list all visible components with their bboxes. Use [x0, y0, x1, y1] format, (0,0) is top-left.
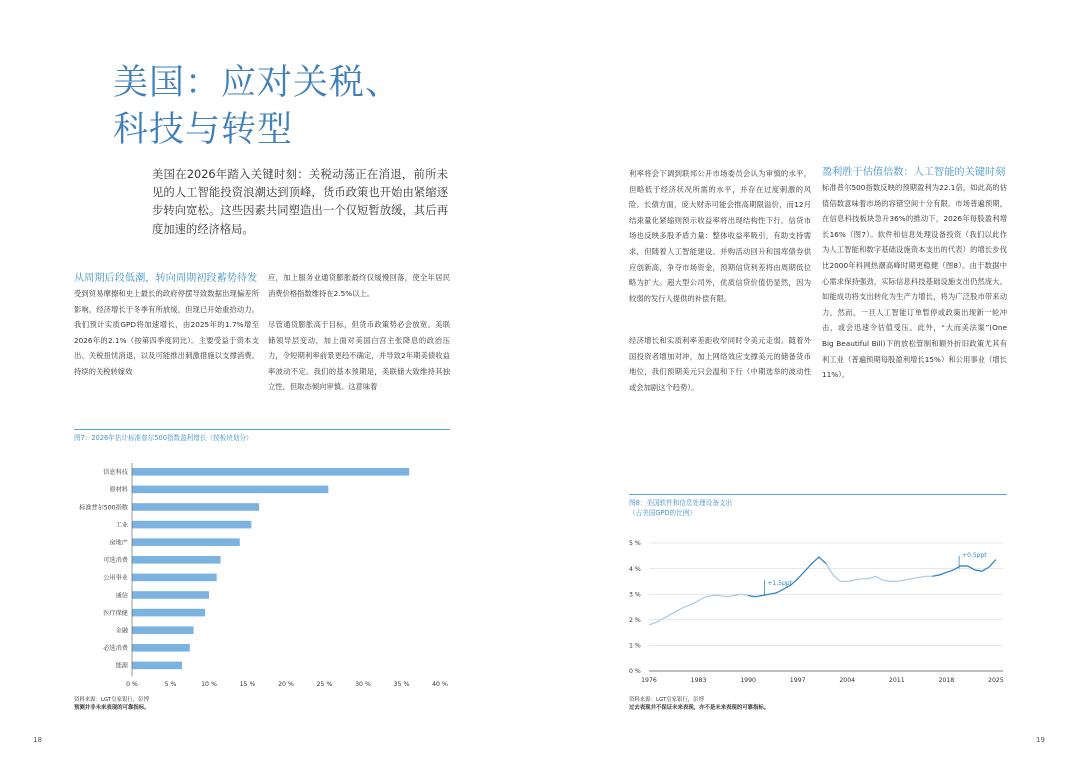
fig8-title: 图8：美国软件和信息处理设备支出	[629, 499, 733, 507]
fig7-bar-chart	[74, 455, 450, 690]
fig7-bar	[132, 626, 194, 634]
lead-paragraph: 美国在2026年踏入关键时刻：关税动荡正在消退，前所未见的人工智能投资浪潮达到顶峰，货币政策也开始由紧缩逐步转向宽松。这些因素共同塑造出一个仅短暂放缓，其后再度加速的经济格局。	[152, 168, 448, 236]
fig7-category-label: 通信	[115, 592, 128, 600]
fig8-x-tick-label: 1997	[789, 677, 806, 684]
fig7-x-tick-label: 25 %	[316, 681, 333, 689]
fig8-x-tick-label: 1990	[740, 677, 756, 684]
page-number-left: 18	[33, 736, 42, 744]
fig7-bar	[132, 486, 328, 494]
fig8-x-tick-label: 2004	[839, 677, 856, 684]
fig8-y-tick-label: 5 %	[629, 540, 641, 548]
fig7-x-tick-label: 0 %	[126, 681, 138, 689]
fig7-category-label: 标准普尔500指数	[79, 504, 128, 512]
fig8-x-tick-label: 1976	[641, 677, 657, 684]
page-title-line1: 美国：应对关税、	[113, 63, 402, 103]
fig7-bar	[132, 662, 182, 670]
fig7-x-tick-label: 10 %	[201, 681, 217, 689]
fig8-top-rule	[629, 494, 1007, 495]
fig7-note: 预测并非未来表现的可靠指标。	[74, 704, 150, 711]
fig7-top-rule	[74, 429, 450, 430]
fig8-y-tick-label: 1 %	[629, 642, 641, 650]
fig7-x-tick-label: 40 %	[432, 681, 448, 689]
fig7-category-label: 信息科技	[103, 469, 128, 477]
fig7-x-tick-label: 20 %	[278, 681, 294, 689]
fig7-x-tick-label: 5 %	[164, 681, 177, 689]
fig7-x-tick-label: 15 %	[239, 681, 256, 689]
fig8-x-tick-label: 2011	[888, 677, 905, 684]
fig8-subtitle: （占美国GPD的比例）	[629, 509, 696, 517]
fig7-x-tick-label: 30 %	[355, 681, 371, 689]
fig7-category-label: 原材料	[109, 486, 128, 494]
fig7-bar	[132, 503, 259, 511]
fig7-bar	[132, 574, 217, 582]
page-title	[113, 60, 401, 154]
fig7-bar	[132, 468, 409, 476]
fig7-bar	[132, 591, 209, 599]
body-column-2a: 应，加上服务业通货膨胀最终仅缓慢回落，使全年居民消费价格指数维持在2.5%以上。	[268, 273, 450, 298]
fig7-bar	[132, 521, 251, 529]
fig8-x-tick-label: 1983	[690, 677, 707, 684]
fig7-bar	[132, 556, 221, 564]
fig8-y-tick-label: 2 %	[629, 617, 641, 624]
fig8-boom-segment-2020s	[932, 560, 996, 577]
fig7-category-label: 能源	[115, 662, 128, 670]
section-heading-cycle: 从周期后段低潮，转向周期初段蓄势待发	[74, 273, 258, 284]
body-column-3b: 经济增长和实质利率差距收窄同时令美元走弱。随着外国投资者增加对冲，加上网络效应支撑美元的储备货币地位，我们预期美元只会温和下行（中期选举的波动性或会加剧这个趋势）。	[629, 336, 811, 392]
page-number-right: 19	[1036, 736, 1045, 744]
fig8-x-tick-label: 2018	[938, 677, 955, 684]
fig7-category-label: 必选消费	[103, 645, 128, 653]
fig7-category-label: 房地产	[109, 539, 128, 547]
fig8-line-chart	[629, 530, 1009, 690]
section-heading-earnings: 盈利胜于估值倍数：人工智能的关键时刻	[822, 167, 1006, 178]
fig8-note: 过去表现并不保证未来表现，亦不是未来表现的可靠指标。	[629, 704, 770, 711]
fig7-category-label: 医疗保健	[103, 609, 128, 617]
fig8-source-text: 资料来源：LGT皇家银行，彭博	[629, 697, 704, 703]
fig7-title: 图7：2026年估计标准普尔500指数盈利增长（按板块划分）	[74, 434, 253, 442]
body-column-1: 受到贸易摩擦和史上最长的政府停摆导致数据出现偏差所影响，经济增长于冬季有所放缓，但现已开始重拾动力。我们预计实质GPD将加速增长，由2025年的1.7%增至2026年的2.1%（按第四季度同比）。主要受益于资本支出、关税扭忧消退，以及可能推出刺激措施以支撑消费。持续的关税转嫁效	[74, 289, 259, 376]
fig7-x-tick-label: 35 %	[393, 681, 410, 689]
fig7-bar	[132, 538, 240, 546]
fig8-y-tick-label: 4 %	[629, 565, 641, 573]
fig7-category-label: 金融	[115, 627, 128, 635]
page-title-line2: 科技与转型	[113, 110, 294, 150]
body-column-2b: 尽管通货膨胀高于目标，但货币政策势必会放宽。美联储领导层变动，加上面对美国白宫主张降息的政治压力，令短期利率前景更趋不确定，并导致2年期美债收益率波动不定。我们的基本预期是，美联储大致维持其独立性，但取态倾向审慎。这意味着	[268, 320, 450, 392]
fig8-boom-segment-1990s	[748, 557, 826, 597]
fig7-bar	[132, 609, 205, 617]
fig8-y-tick-label: 0 %	[629, 668, 641, 676]
fig8-annotation-label: +1.5ppt	[767, 580, 792, 588]
fig8-y-tick-label: 3 %	[629, 591, 641, 599]
body-column-3a: 利率将会下调到联邦公开市场委员会认为审慎的水平，但略低于经济状况所需的水平，并存在过度刺激的风险。长债方面，庞大财赤可能会推高期限溢价，而12月结束量化紧缩则预示收益率将出现结构性下行。信贷市场也反映多股矛盾力量：整体收益率吸引，有助支持需求，但随着人工智能建设、并购活动回升和国库债券供应创新高，争夺市场资金，预期信贷利差将由周期低位略为扩大。超大型公司外，优质信贷价值仍显然，因为较弱的发行人提供的补偿有限。	[629, 169, 811, 303]
fig7-category-label: 公用事业	[103, 574, 128, 582]
fig8-source	[629, 697, 769, 713]
fig7-category-label: 工业	[115, 521, 128, 529]
fig7-bar	[132, 644, 190, 652]
fig8-annotation-label: +0.5ppt	[962, 551, 987, 559]
fig8-x-tick-label: 2025	[988, 677, 1004, 684]
fig7-source-text: 资料来源：LGT皇家银行，彭博	[74, 697, 149, 703]
fig7-source	[74, 697, 149, 713]
body-column-4: 标准普尔500指数反映的预期盈利为22.1倍，如此高的估值倍数意味着市场的容错空间十分有限。市场普遍预期，在信息科技板块急升36%的推动下，2026年每股盈利增长16%（图7）。软件和信息处理设备投资（我们以此作为人工智能和数字基础设施资本支出的代表）的增长步伐比2000年科网热潮高峰时期更稳健（图8）。由于数据中心需求保持强劲，实际信息科技基础设施支出仍然庞大。如能成功将支出转化为生产力增长，将为广泛股市带来动力，然而，一旦人工智能订单暂停或政策出现新一轮冲击，或会迅速令估值受压。此外，“大而美法案”(One Big Beautiful Bill)下的放松管制和额外折旧政策尤其有利工业（普遍预期每股盈利增长15%）和公用事业（增长11%）。	[822, 183, 1007, 380]
fig7-category-label: 可选消费	[103, 557, 128, 565]
fig8-series-line	[649, 557, 996, 625]
